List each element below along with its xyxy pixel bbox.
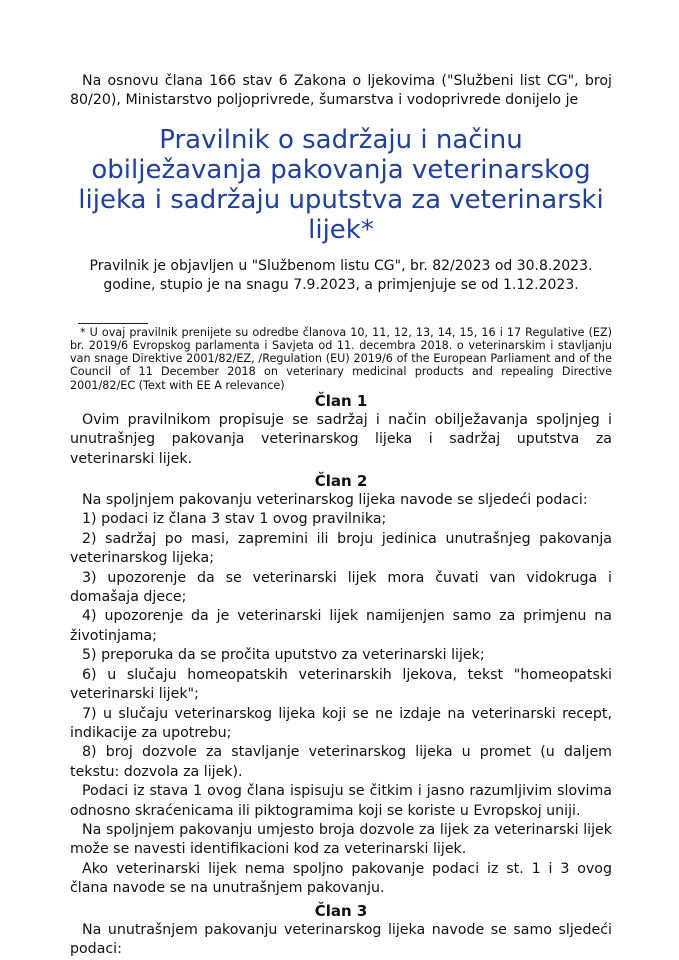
articles [70, 392, 612, 960]
article-paragraph: Podaci iz stava 1 ovog člana ispisuju se čitkim i jasno razumljivim slovima odnosno skraćenicama ili piktogramima koji se koriste u Evropskoj uniji. [70, 783, 612, 819]
footnote: * U ovaj pravilnik prenijete su odredbe članova 10, 11, 12, 13, 14, 15, 16 i 17 Regulative (EZ) br. 2019/6 Evropskog parlamenta i Savjeta od 11. decembra 2018. o veterinarskim i stavljanju van snage Direktive 2001/82/EZ, /Regulation (EU) 2019/6 of the European Parliament and of the Council of 11 December 2018 on veterinary medicinal products and repealing Directive 2001/82/EC (Text with EE A relevance) [70, 325, 612, 392]
article-paragraph: 8) broj dozvole za stavljanje veterinarskog lijeka u promet (u daljem tekstu: dozvola za lijek). [70, 744, 612, 780]
article-paragraph: Na spoljnjem pakovanju umjesto broja dozvole za lijek za veterinarski lijek može se navesti identifikacioni kod za veterinarski lijek. [70, 821, 612, 858]
article-heading: Član 2 [314, 472, 368, 491]
document-title: Pravilnik o sadržaju i načinu obilježavanja pakovanja veterinarskog lijeka i sadržaju uputstva za veterinarski lijek* [78, 124, 604, 245]
article-paragraph: 2) sadržaj po masi, zapremini ili broju jedinica unutrašnjeg pakovanja veterinarskog lijeka; [70, 530, 612, 567]
article-paragraph: 5) preporuka da se pročita uputstvo za veterinarski lijek; [82, 647, 485, 664]
article-paragraph: 7) u slučaju veterinarskog lijeka koji se ne izdaje na veterinarski recept, indikacije za upotrebu; [70, 705, 612, 741]
intro-paragraph: Na osnovu člana 166 stav 6 Zakona o ljekovima ("Službeni list CG", broj 80/20), Ministarstvo poljoprivrede, šumarstva i vodoprivrede donijelo je [70, 73, 612, 109]
article-paragraph: 1) podaci iz člana 3 stav 1 ovog pravilnika; [82, 511, 387, 528]
article-paragraph: Na spoljnjem pakovanju veterinarskog lijeka navode se sljedeći podaci: [82, 492, 588, 509]
article-heading: Član 3 [314, 901, 368, 920]
article-paragraph: Na unutrašnjem pakovanju veterinarskog lijeka navode se samo sljedeći podaci: [70, 921, 612, 957]
article-paragraph: 3) upozorenje da se veterinarski lijek mora čuvati van vidokruga i domašaja djece; [70, 569, 612, 606]
article-paragraph: Ako veterinarski lijek nema spoljno pakovanje podaci iz st. 1 i 3 ovog člana navode se na unutrašnjem pakovanju. [70, 860, 612, 897]
article-paragraph: Ovim pravilnikom propisuje se sadržaj i način obilježavanja spoljnjeg i unutrašnjeg pakovanja veterinarskog lijeka i sadržaj uputstva za veterinarski lijek. [70, 411, 612, 467]
article-paragraph: 4) upozorenje da je veterinarski lijek namijenjen samo za primjenu na životinjama; [70, 608, 612, 644]
publication-note: Pravilnik je objavljen u "Službenom listu CG", br. 82/2023 od 30.8.2023. godine, stupio je na snagu 7.9.2023, a primjenjuje se od 1.12.2023. [89, 257, 593, 293]
article-heading: Član 1 [314, 391, 368, 410]
document-body [70, 72, 612, 959]
footnote-divider [78, 323, 148, 324]
article-paragraph: 6) u slučaju homeopatskih veterinarskih ljekova, tekst "homeopatski veterinarski lijek"; [70, 666, 612, 703]
